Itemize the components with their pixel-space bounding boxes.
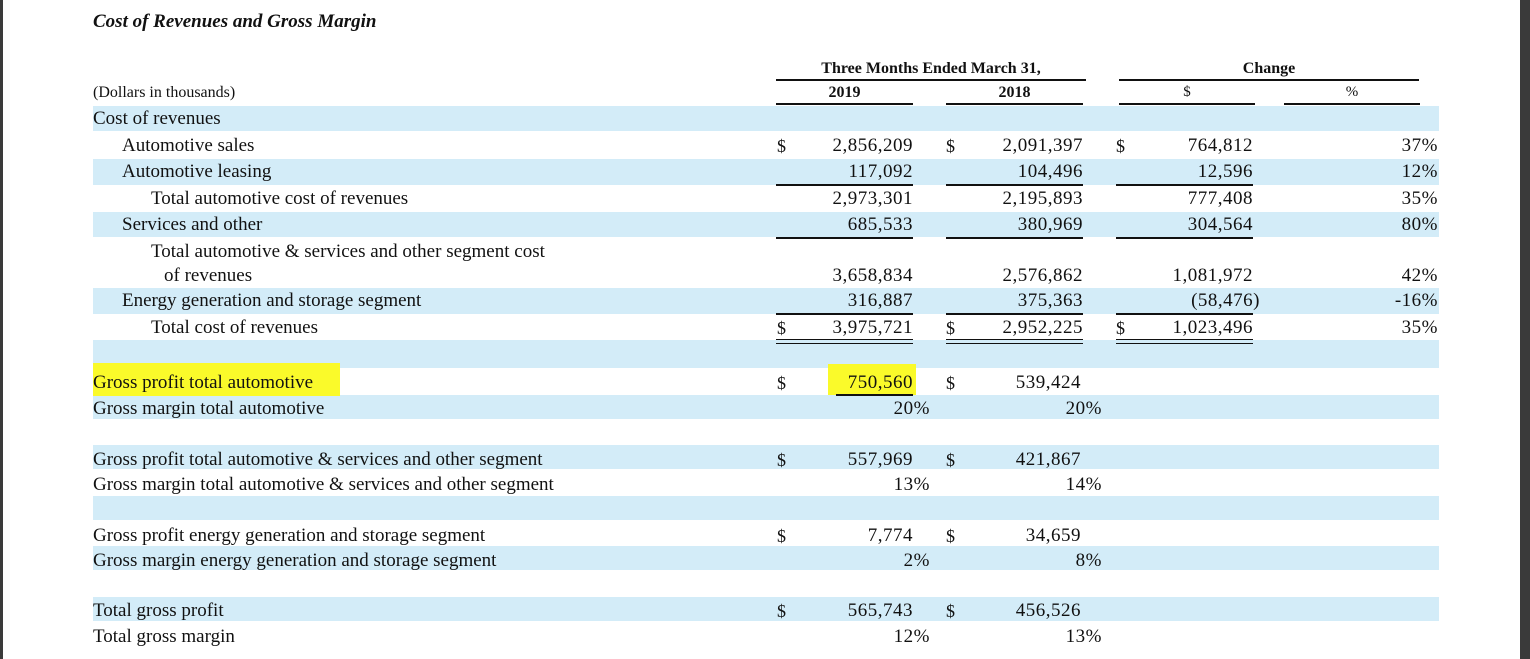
table-row [0,316,1530,340]
dollar-sign: $ [1116,318,1125,338]
dollar-sign: $ [946,373,955,393]
change-dollar-header: $ [1183,84,1191,100]
total-double-rule [946,339,1083,344]
row-label: Total gross profit [93,600,224,621]
value-2018: 104,496 [1017,161,1083,182]
period-header: Three Months Ended March 31, [821,60,1041,77]
value-2019: 2,856,209 [832,135,913,156]
change-pct: 37% [1401,135,1438,156]
value-2019: 750,560 [847,372,913,393]
change-value: 777,408 [1187,188,1253,209]
table-row [0,289,1530,313]
table-row [0,599,1530,623]
value-2018: 421,867 [1015,449,1081,470]
change-pct-header: % [1345,84,1359,100]
table-row [0,240,1530,264]
subtotal-rule [1116,313,1253,315]
table-row [0,524,1530,548]
dollar-sign: $ [777,450,786,470]
table-row [0,473,1530,497]
change-header-rule [1119,79,1419,81]
row-label: Total gross margin [93,626,235,647]
value-2018: 14% [1065,474,1102,495]
subtotal-rule [776,313,913,315]
year-2019-rule [776,103,913,105]
table-row [0,213,1530,237]
value-2018: 8% [1075,550,1102,571]
change-value: 1,023,496 [1172,317,1253,338]
table-row [0,371,1530,395]
total-double-rule [776,339,913,344]
row-label: Gross profit total automotive [93,372,314,393]
change-header: Change [1242,60,1296,77]
value-2018: 380,969 [1017,214,1083,235]
value-2018: 456,526 [1015,600,1081,621]
page-title: Cost of Revenues and Gross Margin [93,11,377,32]
row-label: Gross margin energy generation and storage segment [93,550,497,571]
dollar-sign: $ [777,526,786,546]
year-2018-rule [946,103,1083,105]
subtotal-rule [776,237,913,239]
change-value: (58,476) [1191,290,1260,311]
value-2018: 375,363 [1017,290,1083,311]
table-row [0,397,1530,421]
value-2019: 2% [903,550,930,571]
row-label: Services and other [122,214,263,235]
units-label: (Dollars in thousands) [93,84,236,101]
row-label: Gross profit total automotive & services and other segment [93,449,543,470]
year-2018-header: 2018 [998,84,1031,101]
change-pct: 12% [1401,161,1438,182]
change-value: 1,081,972 [1172,265,1253,286]
value-2019: 2,973,301 [832,188,913,209]
value-2019: 20% [893,398,930,419]
value-2019: 3,658,834 [832,265,913,286]
change-pct: 35% [1401,188,1438,209]
stripe-band [93,496,1439,520]
value-2019: 685,533 [847,214,913,235]
table-row [0,264,1530,288]
subtotal-rule [946,313,1083,315]
dollar-sign: $ [777,136,786,156]
dollar-sign: $ [777,601,786,621]
value-2019: 13% [893,474,930,495]
change-pct: 35% [1401,317,1438,338]
value-2018: 13% [1065,626,1102,647]
subtotal-rule [1116,184,1253,186]
change-value: 304,564 [1187,214,1253,235]
table-row [0,549,1530,573]
value-2019: 3,975,721 [832,317,913,338]
change-dollar-rule [1119,103,1255,105]
row-label: Gross profit energy generation and storage segment [93,525,486,546]
subtotal-rule [1116,237,1253,239]
row-label: Total automotive cost of revenues [151,188,409,209]
dollar-sign: $ [946,450,955,470]
row-label: Energy generation and storage segment [122,290,422,311]
value-2019: 557,969 [847,449,913,470]
table-row [0,625,1530,649]
total-double-rule [1116,339,1253,344]
row-label-continuation: of revenues [164,265,253,286]
change-pct: 42% [1401,265,1438,286]
value-2018: 20% [1065,398,1102,419]
value-2019: 7,774 [867,525,913,546]
dollar-sign: $ [946,318,955,338]
dollar-sign: $ [946,136,955,156]
row-label: Gross margin total automotive & services and other segment [93,474,554,495]
subtotal-rule [776,184,913,186]
row-label: Cost of revenues [93,108,221,129]
dollar-sign: $ [777,318,786,338]
row-label: Automotive leasing [122,161,272,182]
row-label: Automotive sales [122,135,255,156]
value-2019: 565,743 [847,600,913,621]
row-label: Total cost of revenues [151,317,318,338]
row-label: Total automotive & services and other segment cost [151,241,545,262]
row-label: Gross margin total automotive [93,398,325,419]
change-value: 764,812 [1187,135,1253,156]
dollar-sign: $ [777,373,786,393]
subtotal-rule [946,184,1083,186]
table-row [0,160,1530,184]
value-2018: 539,424 [1015,372,1081,393]
table-row [0,134,1530,158]
table-row [0,448,1530,472]
change-pct: 80% [1401,214,1438,235]
year-2019-header: 2019 [828,84,861,101]
value-2018: 34,659 [1025,525,1081,546]
value-2018: 2,195,893 [1002,188,1083,209]
dollar-sign: $ [946,526,955,546]
change-pct: -16% [1394,290,1438,311]
value-2019: 12% [893,626,930,647]
value-2018: 2,952,225 [1002,317,1083,338]
dollar-sign: $ [946,601,955,621]
value-2018: 2,091,397 [1002,135,1083,156]
value-2019: 316,887 [847,290,913,311]
highlight-underline [836,394,913,396]
period-header-rule [776,79,1086,81]
change-value: 12,596 [1197,161,1253,182]
table-row [0,107,1530,131]
change-pct-rule [1284,103,1420,105]
subtotal-rule [946,237,1083,239]
table-row [0,187,1530,211]
dollar-sign: $ [1116,136,1125,156]
value-2019: 117,092 [848,161,913,182]
value-2018: 2,576,862 [1002,265,1083,286]
